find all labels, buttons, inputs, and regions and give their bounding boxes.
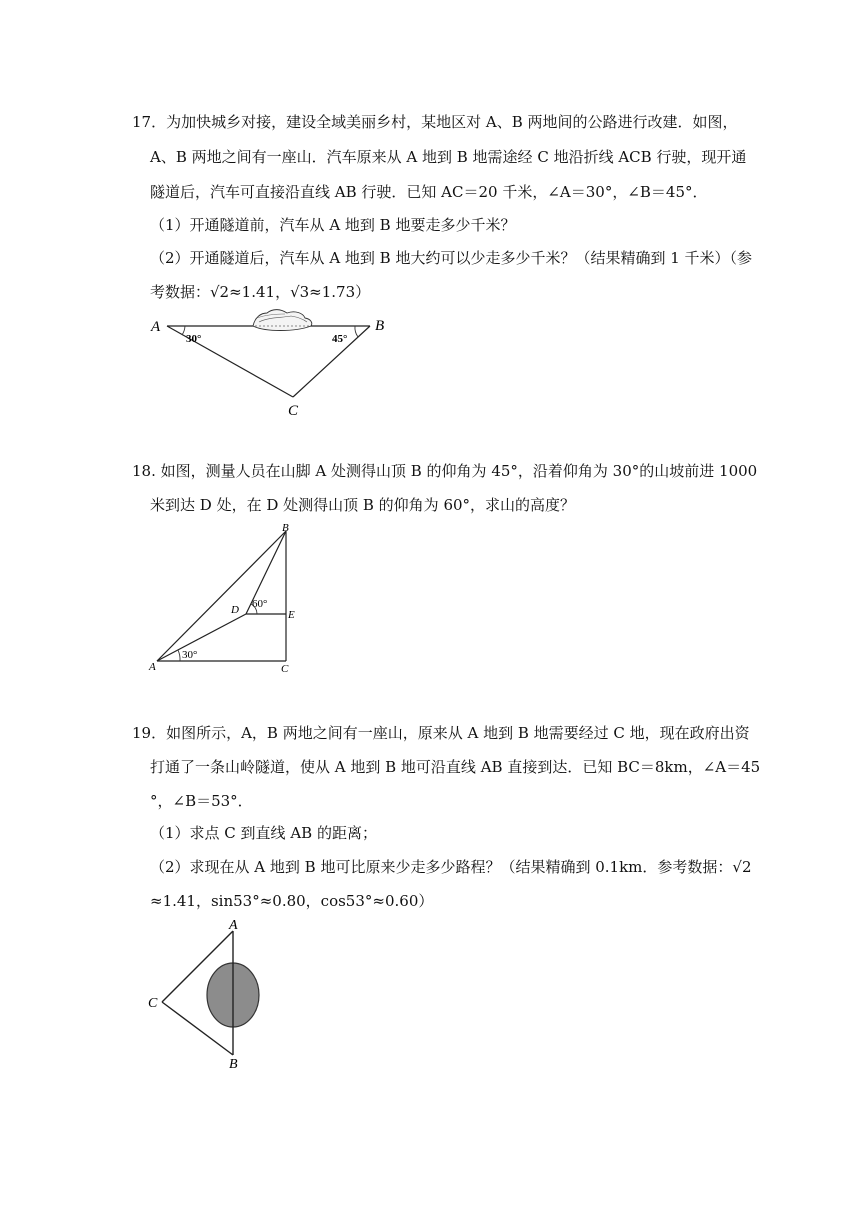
label-b: B xyxy=(282,522,289,534)
angle-b-label: 45° xyxy=(332,333,348,345)
angle-a-label: 30° xyxy=(186,333,202,345)
angle-a-label: 30° xyxy=(182,649,198,661)
q17-figure xyxy=(145,305,405,415)
q17-line-1: 17．为加快城乡对接，建设全域美丽乡村，某地区对 A、B 两地间的公路进行改建．如图， xyxy=(132,113,738,131)
q19-part-1: （1）求点 C 到直线 AB 的距离； xyxy=(150,824,377,842)
label-c: C xyxy=(288,403,299,415)
label-a: A xyxy=(229,918,238,933)
label-b: B xyxy=(229,1057,238,1072)
segment-ab xyxy=(157,531,286,661)
angle-d-label: 60° xyxy=(252,598,268,610)
q19-line-6: ≈1.41，sin53°≈0.80，cos53°≈0.60） xyxy=(150,892,434,910)
q17-line-6: 考数据：√2≈1.41，√3≈1.73） xyxy=(150,283,371,301)
label-c: C xyxy=(281,663,289,675)
q18-line-2: 米到达 D 处，在 D 处测得山顶 B 的仰角为 60°，求山的高度？ xyxy=(150,496,576,514)
mountain-shape xyxy=(253,310,312,331)
q18-line-1: 18. 如图，测量人员在山脚 A 处测得山顶 B 的仰角为 45°，沿着仰角为 30°的山坡前进 1000 xyxy=(132,462,758,480)
q18-figure xyxy=(145,522,315,682)
label-a: A xyxy=(149,661,156,673)
label-b: B xyxy=(375,318,385,334)
q19-line-1: 19．如图所示，A，B 两地之间有一座山，原来从 A 地到 B 地需要经过 C 地，现在政府出资 xyxy=(132,724,750,742)
label-a: A xyxy=(151,319,161,335)
segment-ad xyxy=(157,614,246,661)
q19-line-2: 打通了一条山岭隧道，使从 A 地到 B 地可沿直线 AB 直接到达．已知 BC＝8km，∠A＝45 xyxy=(150,758,761,776)
q17-part-2: （2）开通隧道后，汽车从 A 地到 B 地大约可以少走多少千米？（结果精确到 1 千米）（参 xyxy=(150,249,753,267)
q19-part-2: （2）求现在从 A 地到 B 地可比原来少走多少路程？（结果精确到 0.1km．参考数据：√2 xyxy=(150,858,752,876)
q19-line-3: °，∠B＝53°． xyxy=(150,792,253,810)
label-c: C xyxy=(148,996,158,1011)
q17-part-1: （1）开通隧道前，汽车从 A 地到 B 地要走多少千米？ xyxy=(150,216,516,234)
label-e: E xyxy=(288,609,295,621)
q19-figure xyxy=(140,915,280,1075)
label-d: D xyxy=(231,604,239,616)
q17-line-3: 隧道后，汽车可直接沿直线 AB 行驶．已知 AC＝20 千米，∠A＝30°，∠B＝45°． xyxy=(150,183,708,201)
q17-line-2: A、B 两地之间有一座山．汽车原来从 A 地到 B 地需途经 C 地沿折线 ACB 行驶，现开通 xyxy=(150,148,747,166)
